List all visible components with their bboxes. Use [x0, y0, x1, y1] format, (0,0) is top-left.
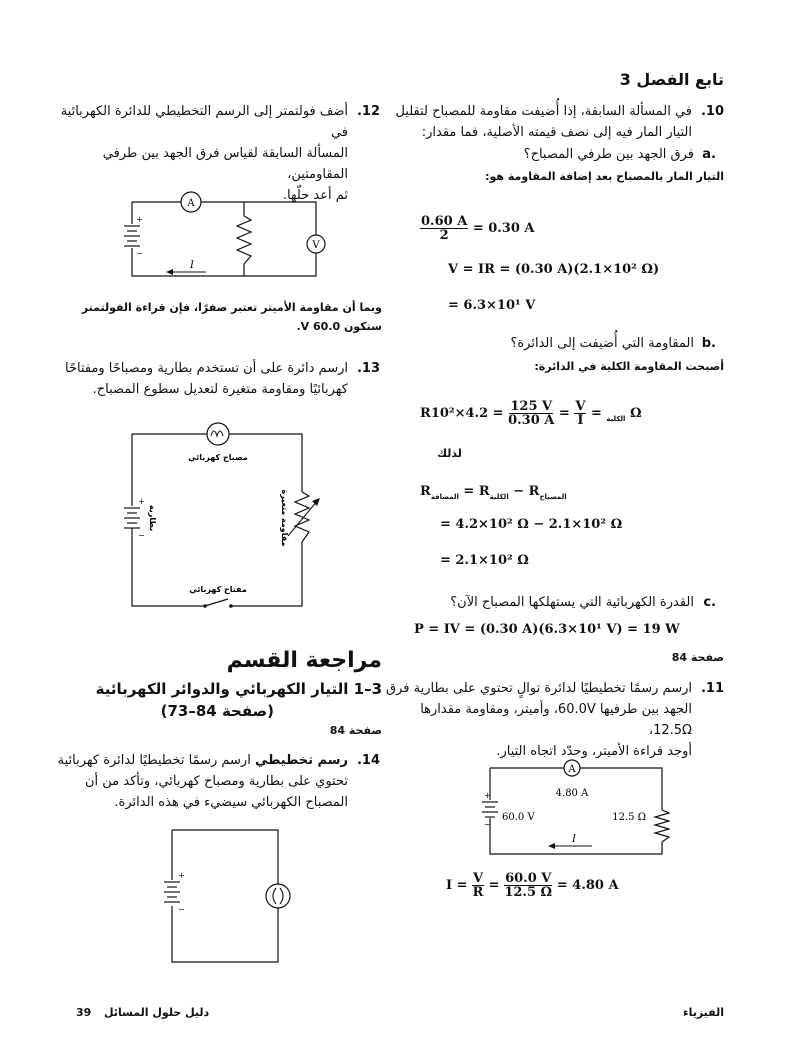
question-number-10: .10 — [700, 104, 724, 119]
q10c-label: c. — [703, 595, 716, 610]
q11-line1: ارسم رسمًا تخطيطيًا لدائرة توالٍ تحتوي على بطارية فرق — [386, 681, 692, 696]
section-subtitle-line2: (صفحة 84–73) — [160, 702, 274, 720]
current-direction-arrow — [166, 269, 173, 275]
ammeter-label: A — [187, 198, 195, 209]
q10-line1: في المسألة السابقة، إذا أُضيفت مقاومة للمصباح لتقليل — [395, 104, 692, 119]
q12-answer-line2: ستكون 60.0 V. — [296, 320, 382, 333]
switch-symbol — [205, 599, 228, 606]
section-page-ref: صفحة 84 — [329, 724, 382, 737]
r-total-subscript-2: الكلية — [489, 493, 509, 501]
q10b-text: المقاومة التي أُضيفت إلى الدائرة؟ — [510, 336, 694, 351]
q10a-frac-num: 0.60 A — [421, 214, 468, 229]
switch-label: مفتاح كهربائي — [189, 585, 247, 594]
r-total-subscript: الكلية — [606, 415, 626, 423]
q12-answer — [62, 298, 382, 336]
section-review-title: مراجعة القسم — [226, 648, 382, 673]
q12-answer-line1: وبما أن مقاومة الأميتر تعتبر صفرًا، فإن قراءة الفولتمتر — [81, 301, 382, 314]
q11-frac1-den: R — [472, 885, 484, 900]
lamp-symbol — [266, 884, 290, 908]
question-14-text — [48, 750, 348, 813]
question-number-14: .14 — [356, 753, 380, 768]
battery-voltage-label: 60.0 V — [502, 812, 535, 823]
q11-result: = 4.80 A — [556, 878, 619, 893]
resistor-symbol — [237, 216, 251, 264]
svg-text:−: − — [178, 905, 185, 914]
current-label: I — [572, 834, 576, 845]
q11-eq-lhs: I = — [446, 878, 468, 893]
q13-circuit-diagram — [118, 420, 338, 620]
question-number-12: .12 — [356, 104, 380, 119]
battery-label: بطارية — [148, 504, 157, 532]
q11-equation: I = $\frac{V}{R}$ = $\frac{60.0 V}{12.5 \Omega}$ = 4.80 A — [446, 871, 619, 900]
svg-text:+: + — [178, 871, 185, 880]
q10c-text: القدرة الكهربائية التي يستهلكها المصباح الآن؟ — [450, 595, 694, 610]
rheostat-symbol — [295, 492, 309, 542]
r-total-symbol: R — [420, 406, 431, 421]
svg-text:+: + — [136, 215, 143, 224]
rheostat-arrow — [312, 498, 320, 506]
svg-text:−: − — [484, 820, 491, 829]
therefore-label: لذلك — [437, 447, 462, 460]
footer-page-number: 39 — [76, 1006, 92, 1019]
q10-line2: التيار المار فيه إلى نصف قيمته الأصلية، فما مقدار: — [421, 125, 692, 140]
q11-circuit-diagram — [470, 758, 670, 862]
q12-circuit-diagram — [116, 186, 336, 286]
ammeter-reading: 4.80 A — [555, 788, 589, 799]
q10b-frac2-den: 0.30 A — [508, 413, 555, 428]
q14-line1-rest: ارسم رسمًا تخطيطيًا لدائرة كهربائية — [57, 753, 255, 768]
voltmeter-label: V — [312, 240, 320, 251]
q10a-label: a. — [702, 147, 716, 162]
svg-text:−: − — [136, 249, 143, 258]
q11-frac2-num: 60.0 V — [505, 871, 552, 886]
q10a-equation-3: = 6.3×10¹ V — [448, 298, 536, 313]
q10-page-ref: صفحة 84 — [671, 651, 724, 664]
q12-line1: أضف فولتمتر إلى الرسم التخطيطي للدائرة الكهربائية في — [60, 104, 348, 140]
rheostat-label: مقاومة متغيرة — [280, 489, 289, 547]
r-added-subscript: المضافة — [430, 493, 459, 501]
question-11-text — [382, 678, 692, 762]
svg-text:+: + — [484, 791, 491, 800]
q10b-equation-4: = 2.1×10² Ω — [440, 553, 529, 568]
q10a-frac-den: 2 — [439, 228, 449, 243]
resistor-value-label: 12.5 Ω — [612, 812, 646, 823]
q13-line1: ارسم دائرة على أن تستخدم بطارية ومصباحًا ومفتاحًا — [64, 361, 348, 376]
q14-keyword: رسم تخطيطي — [254, 753, 348, 768]
ammeter-label: A — [568, 764, 576, 775]
q10b-equation-2: $R_{المضافة} = R_{الكلية} - R_{المصباح}$ — [420, 484, 567, 501]
q12-line2: المسألة السابقة لقياس فرق الجهد بين طرفي المقاومتين، — [102, 146, 348, 182]
q10a-equation-1 — [420, 215, 535, 242]
q11-frac2-den: 12.5 Ω — [504, 885, 553, 900]
q10b-label: b. — [701, 336, 716, 351]
footer-guide-title: دليل حلول المسائل — [104, 1006, 210, 1019]
current-label: I — [190, 260, 194, 271]
question-number-11: .11 — [700, 681, 724, 696]
q12-line3: ثم أعد حلّها. — [282, 188, 348, 203]
footer-subject: الفيزياء — [682, 1006, 724, 1019]
current-direction-arrow — [548, 843, 555, 849]
q10b-frac1-den: I — [577, 413, 584, 428]
q10c-equation: P = IV = (0.30 A)(6.3×10¹ V) = 19 W — [414, 622, 680, 637]
question-number-13: .13 — [356, 361, 380, 376]
q10a-text: فرق الجهد بين طرفي المصباح؟ — [523, 147, 694, 162]
q10a-equation-2: V = IR = (0.30 A)(2.1×10² Ω) — [448, 262, 660, 277]
q14-circuit-diagram — [150, 826, 300, 966]
q14-line2: تحتوي على بطارية ومصباح كهربائي، وتأكد من أن — [84, 774, 348, 789]
q10b-equation-3: = 4.2×10² Ω − 2.1×10² Ω — [440, 517, 623, 532]
resistor-symbol — [655, 810, 669, 842]
q11-line3: أوجد قراءة الأميتر، وحدّد اتجاه التيار. — [496, 744, 692, 759]
q11-line2: الجهد بين طرفيها 60.0V، وأميتر، ومقاومة مقدارها 12.5Ω، — [420, 702, 692, 738]
lamp-label: مصباح كهربائي — [188, 453, 248, 462]
question-10-text — [382, 101, 692, 143]
section-subtitle-line1: 3–1 التيار الكهربائي والدوائر الكهربائية — [95, 680, 382, 698]
q10a-note: التيار المار بالمصباح بعد إضافة المقاومة هو: — [485, 170, 724, 183]
q10b-equation-1: R $_{الكلية}$ = $\frac{V}{I}$ = $\frac{125 V}{0.30 A}$ = 4.2×10² Ω — [420, 399, 642, 428]
q14-line3: المصباح الكهربائي سيضيء في هذه الدائرة. — [114, 795, 348, 810]
section-review-subtitle — [62, 678, 382, 722]
question-13-text — [48, 358, 348, 400]
r-lamp-subscript: المصباح — [539, 493, 567, 501]
q13-line2: كهربائيًا ومقاومة متغيرة لتعديل سطوع المصباح. — [92, 382, 348, 397]
q10a-frac-result: = 0.30 A — [472, 221, 535, 236]
svg-text:+: + — [138, 497, 145, 506]
q10b-note: أصبحت المقاومة الكلية في الدائرة: — [534, 360, 724, 373]
q10b-result: = 4.2×10² Ω — [430, 406, 642, 421]
q10b-frac2-num: 125 V — [510, 399, 553, 414]
q10b-frac1-num: V — [575, 399, 586, 414]
chapter-heading: تابع الفصل 3 — [619, 70, 724, 89]
svg-text:−: − — [138, 531, 145, 540]
q11-frac1-num: V — [473, 871, 484, 886]
